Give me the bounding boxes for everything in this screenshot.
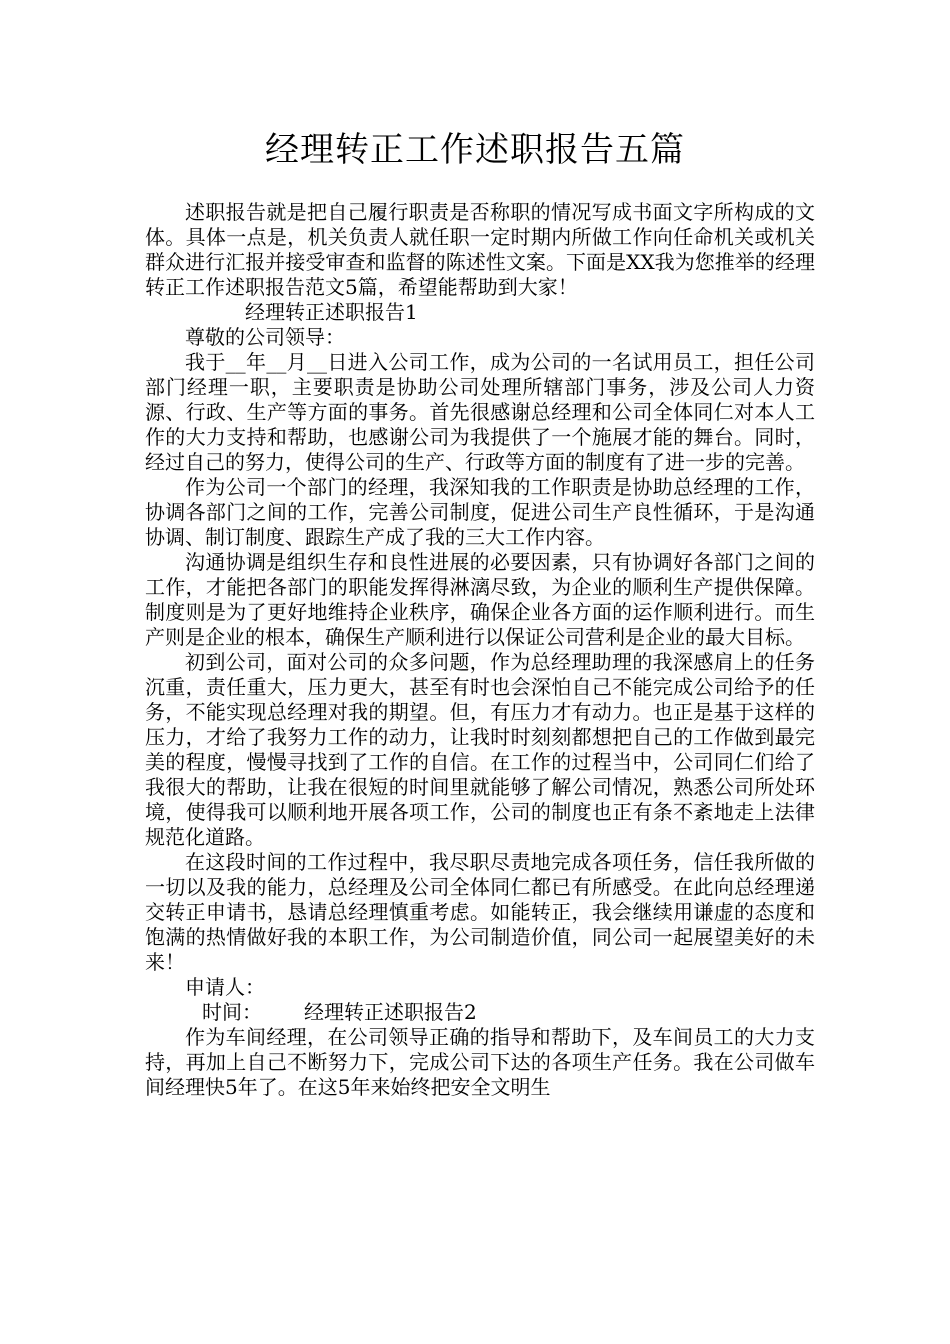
applicant-line: 申请人： (185, 975, 265, 999)
report-1-paragraph-5: 在这段时间的工作过程中，我尽职尽责地完成各项任务，信任我所做的一切以及我的能力，总经理及公司全体同仁都已有所感受。在此向总经理递交转正申请书，恳请总经理慎重考虑。如能转正，我会继续用谦虚的态度和饱满的热情做好我的本职工作，为公司制造价值，同公司一起展望美好的未来！ (145, 850, 815, 974)
document-title: 经理转正工作述职报告五篇 (265, 130, 685, 170)
time-label: 时间： (202, 1000, 262, 1024)
report-1-paragraph-1: 我于__年__月__日进入公司工作，成为公司的一名试用员工，担任公司部门经理一职，主要职责是协助公司处理所辖部门事务，涉及公司人力资源、行政、生产等方面的事务。首先很感谢总经理和公司全体同仁对本人工作的大力支持和帮助，也感谢公司为我提供了一个施展才能的舞台。同时，经过自己的努力，使得公司的生产、行政等方面的制度有了进一步的完善。 (145, 350, 815, 474)
salutation: 尊敬的公司领导： (185, 325, 345, 349)
intro-paragraph: 述职报告就是把自己履行职责是否称职的情况写成书面文字所构成的文体。具体一点是，机关负责人就任职一定时期内所做工作向任命机关或机关群众进行汇报并接受审查和监督的陈述性文案。下面是XX我为您推举的经理转正工作述职报告范文5篇，希望能帮助到大家！ (145, 200, 815, 299)
document-body (145, 200, 815, 1100)
report-1-paragraph-2: 作为公司一个部门的经理，我深知我的工作职责是协助总经理的工作，协调各部门之间的工作，完善公司制度，促进公司生产良性循环，于是沟通协调、制订制度、跟踪生产成了我的三大工作内容。 (145, 475, 815, 549)
report-1-paragraph-4: 初到公司，面对公司的众多问题，作为总经理助理的我深感肩上的任务沉重，责任重大，压力更大，甚至有时也会深怕自己不能完成公司给予的任务，不能实现总经理对我的期望。但，有压力才有动力。也正是基于这样的压力，才给了我努力工作的动力，让我时时刻刻都想把自己的工作做到最完美的程度，慢慢寻找到了工作的自信。在工作的过程当中，公司同仁们给了我很大的帮助，让我在很短的时间里就能够了解公司情况，熟悉公司所处环境，使得我可以顺利地开展各项工作，公司的制度也正有条不紊地走上法律规范化道路。 (145, 650, 815, 849)
report-2-paragraph-1: 作为车间经理，在公司领导正确的指导和帮助下，及车间员工的大力支持，再加上自己不断努力下，完成公司下达的各项生产任务。我在公司做车间经理快5年了。在这5年来始终把安全文明生 (145, 1025, 815, 1099)
time-and-heading-line (145, 1000, 815, 1025)
report-1-paragraph-3: 沟通协调是组织生存和良性进展的必要因素，只有协调好各部门之间的工作，才能把各部门的职能发挥得淋漓尽致，为企业的顺利生产提供保障。制度则是为了更好地维持企业秩序，确保企业各方面的运作顺利进行。而生产则是企业的根本，确保生产顺利进行以保证公司营利是企业的最大目标。 (145, 550, 815, 649)
report-1-heading: 经理转正述职报告1 (245, 300, 418, 324)
report-2-heading: 经理转正述职报告2 (304, 1000, 477, 1024)
